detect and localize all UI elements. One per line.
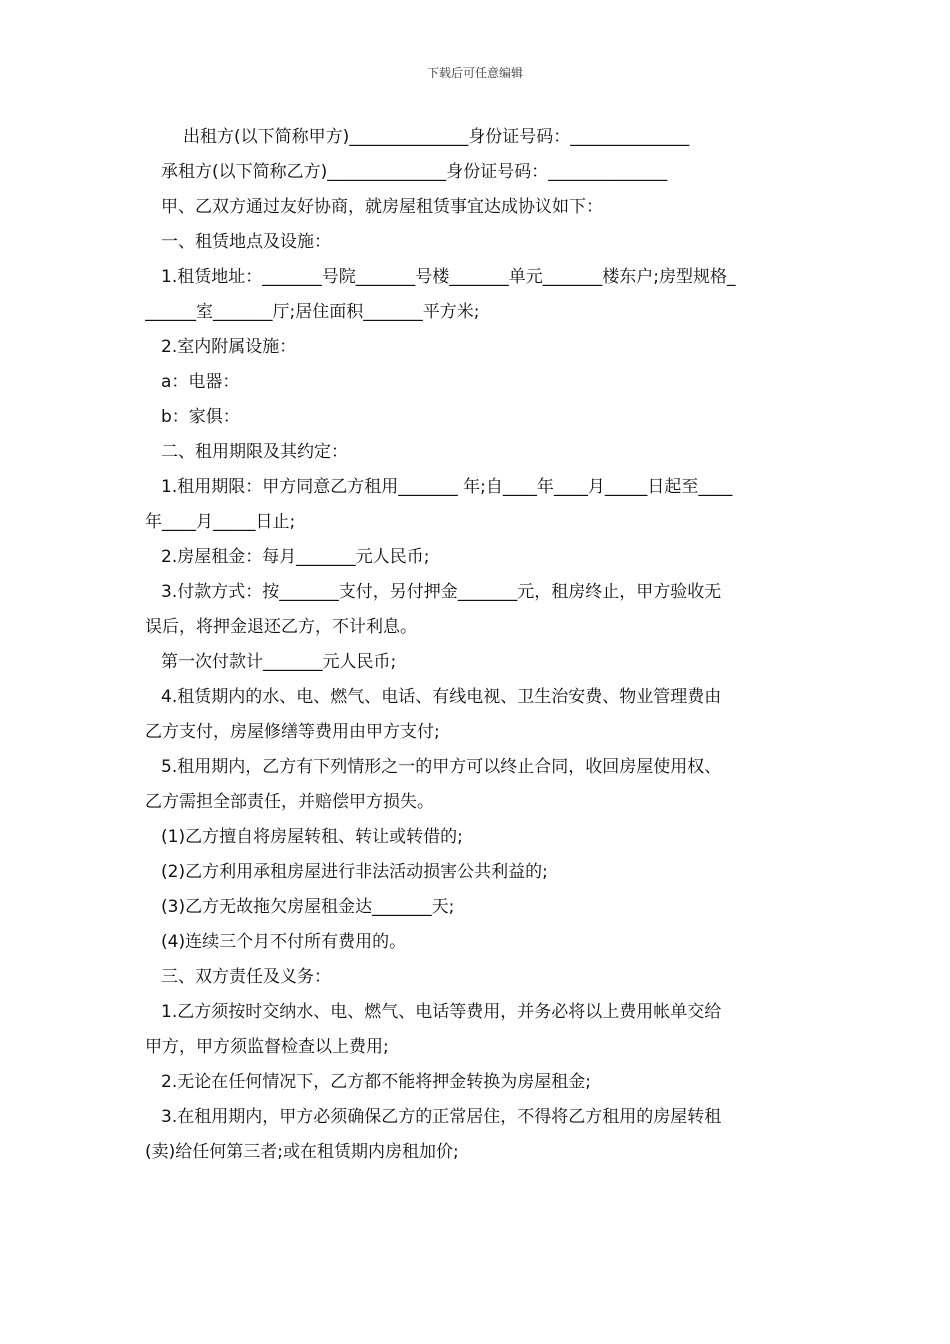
sub-clause-line: (2)乙方利用承租房屋进行非法活动损害公共利益的; — [161, 862, 548, 882]
clause-line: 甲方，甲方须监督检查以上费用; — [145, 1037, 389, 1057]
clause-line: 第一次付款计_______元人民币; — [161, 652, 397, 672]
clause-line: 乙方需担全部责任，并赔偿甲方损失。 — [145, 792, 434, 812]
lessor-line: 出租方(以下简称甲方)______________身份证号码：______________ — [183, 127, 690, 147]
clause-line: 5.租用期内，乙方有下列情形之一的甲方可以终止合同，收回房屋使用权、 — [161, 757, 722, 777]
contract-body — [145, 120, 809, 1170]
sub-clause-line: (1)乙方擅自将房屋转租、转让或转借的; — [161, 827, 463, 847]
clause-line: 2.无论在任何情况下，乙方都不能将押金转换为房屋租金; — [161, 1072, 591, 1092]
clause-line: 2.室内附属设施： — [161, 337, 297, 357]
clause-line: a：电器： — [161, 372, 240, 392]
clause-line: 1.乙方须按时交纳水、电、燃气、电话等费用，并务必将以上费用帐单交给 — [161, 1002, 722, 1022]
section-heading: 二、租用期限及其约定： — [161, 442, 348, 462]
clause-line: 年____月_____日止; — [145, 512, 296, 532]
clause-line: 1.租赁地址：_______号院_______号楼_______单元_______楼东户;房型规格_ — [161, 267, 736, 287]
sub-clause-line: (4)连续三个月不付所有费用的。 — [161, 932, 407, 952]
clause-line: (卖)给任何第三者;或在租赁期内房租加价; — [145, 1142, 459, 1162]
clause-line: b：家俱： — [161, 407, 240, 427]
section-heading: 三、双方责任及义务： — [161, 967, 331, 987]
clause-line: 4.租赁期内的水、电、燃气、电话、有线电视、卫生治安费、物业管理费由 — [161, 687, 722, 707]
clause-line: 3.付款方式：按_______支付，另付押金_______元，租房终止，甲方验收无 — [161, 582, 722, 602]
clause-line: ______室_______厅;居住面积_______平方米; — [145, 302, 480, 322]
section-heading: 一、租赁地点及设施： — [161, 232, 331, 252]
clause-line: 2.房屋租金：每月_______元人民币; — [161, 547, 430, 567]
clause-line: 1.租用期限：甲方同意乙方租用_______ 年;自____年____月_____日起至____ — [161, 477, 733, 497]
page-header: 下载后可任意编辑 — [426, 66, 523, 80]
agreement-intro: 甲、乙双方通过友好协商，就房屋租赁事宜达成协议如下： — [161, 197, 603, 217]
clause-line: 3.在租用期内，甲方必须确保乙方的正常居住，不得将乙方租用的房屋转租 — [161, 1107, 722, 1127]
clause-line: 乙方支付，房屋修缮等费用由甲方支付; — [145, 722, 440, 742]
clause-line: 误后，将押金退还乙方，不计利息。 — [145, 617, 417, 637]
lessee-line: 承租方(以下简称乙方)______________身份证号码：______________ — [161, 162, 668, 182]
sub-clause-line: (3)乙方无故拖欠房屋租金达_______天; — [161, 897, 455, 917]
